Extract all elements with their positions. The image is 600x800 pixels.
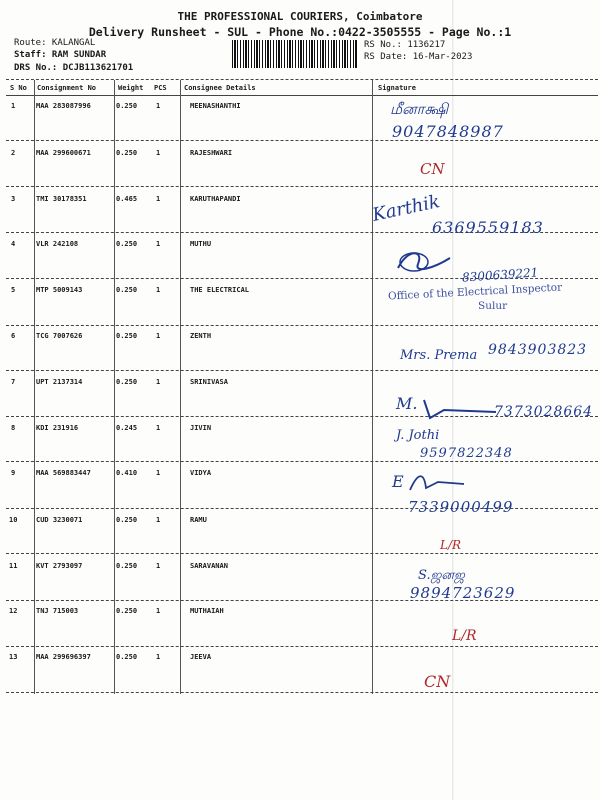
row-sno: 5 (11, 286, 16, 294)
row-pcs: 1 (156, 149, 161, 157)
row-divider (6, 646, 598, 647)
row-weight: 0.410 (116, 469, 138, 477)
row-weight: 0.250 (116, 149, 138, 157)
row-consignee: VIDYA (190, 469, 212, 477)
row-pcs: 1 (156, 562, 161, 570)
row-pcs: 1 (156, 469, 161, 477)
row-weight: 0.250 (116, 516, 138, 524)
row-weight: 0.250 (116, 102, 138, 110)
row-weight: 0.250 (116, 607, 138, 615)
row-weight: 0.250 (116, 240, 138, 248)
table-top-rule (6, 79, 598, 80)
signature-3-phone: 6369559183 (432, 218, 544, 237)
signature-9-stroke (408, 470, 468, 496)
row-consignment: MAA 569883447 (36, 469, 91, 477)
row-consignment: TCG 7007626 (36, 332, 83, 340)
signature-8-phone: 9597822348 (420, 446, 513, 461)
row-consignee: SARAVANAN (190, 562, 228, 570)
col-header-signature: Signature (378, 84, 416, 92)
col-header-consignment: Consignment No (37, 84, 97, 92)
column-divider (34, 80, 35, 694)
signature-10-mark: L/R (440, 538, 462, 552)
signature-7-name: M. (396, 394, 418, 413)
signature-6-name: Mrs. Prema (400, 348, 478, 363)
row-weight: 0.250 (116, 562, 138, 570)
col-header-consignee: Consignee Details (184, 84, 256, 92)
column-divider (114, 80, 115, 694)
row-divider (6, 370, 598, 371)
row-sno: 12 (9, 607, 18, 615)
row-pcs: 1 (156, 516, 161, 524)
signature-7-stroke (420, 396, 500, 420)
row-consignment: KDI 231916 (36, 424, 79, 432)
row-sno: 8 (11, 424, 16, 432)
document-title: THE PROFESSIONAL COURIERS, Coimbatore (177, 10, 423, 23)
row-consignment: MAA 299600671 (36, 149, 91, 157)
signature-1-name: மீனாக்ஷி (390, 100, 449, 118)
office-stamp-line1: Office of the Electrical Inspector (387, 281, 563, 303)
row-sno: 11 (9, 562, 18, 570)
row-pcs: 1 (156, 424, 161, 432)
column-divider (372, 80, 373, 694)
row-pcs: 1 (156, 286, 161, 294)
row-weight: 0.465 (116, 195, 138, 203)
drs-number: DRS No.: DCJB113621701 (14, 63, 134, 73)
row-sno: 6 (11, 332, 16, 340)
row-divider (6, 186, 598, 187)
rs-number: RS No.: 1136217 (364, 40, 446, 50)
row-consignee: JEEVA (190, 653, 212, 661)
row-pcs: 1 (156, 332, 161, 340)
signature-7-phone: 7373028664 (494, 404, 594, 420)
signature-12-mark: L/R (452, 628, 477, 644)
col-header-pcs: PCS (154, 84, 167, 92)
table-header-rule (6, 95, 598, 96)
row-divider (6, 140, 598, 141)
row-sno: 3 (11, 195, 16, 203)
row-pcs: 1 (156, 653, 161, 661)
row-sno: 2 (11, 149, 16, 157)
signature-8-name: J. Jothi (396, 428, 440, 443)
row-consignment: VLR 242108 (36, 240, 79, 248)
signature-2-mark: CN (420, 160, 445, 178)
row-pcs: 1 (156, 102, 161, 110)
row-sno: 1 (11, 102, 16, 110)
row-consignee: MUTHAIAH (190, 607, 224, 615)
col-header-sno: S No (10, 84, 27, 92)
col-header-weight: Weight (118, 84, 144, 92)
row-weight: 0.250 (116, 653, 138, 661)
office-stamp-line2: Sulur (478, 300, 508, 312)
row-pcs: 1 (156, 378, 161, 386)
row-sno: 7 (11, 378, 16, 386)
signature-13-mark: CN (424, 672, 451, 691)
signature-1-phone: 9047848987 (392, 122, 504, 141)
signature-11-name: S.ஜனஜ (418, 568, 465, 583)
row-consignment: MTP 5009143 (36, 286, 83, 294)
barcode (232, 40, 358, 68)
row-weight: 0.245 (116, 424, 138, 432)
row-consignment: UPT 2137314 (36, 378, 83, 386)
column-divider (180, 80, 181, 694)
row-consignment: TMI 30178351 (36, 195, 87, 203)
row-sno: 10 (9, 516, 18, 524)
signature-4-scribble (394, 246, 454, 276)
row-sno: 4 (11, 240, 16, 248)
row-weight: 0.250 (116, 378, 138, 386)
route-label: Route: KALANGAL (14, 38, 96, 48)
row-divider (6, 325, 598, 326)
row-consignee: RAMU (190, 516, 207, 524)
row-sno: 13 (9, 653, 18, 661)
row-consignment: KVT 2793097 (36, 562, 83, 570)
row-consignee: JIVIN (190, 424, 212, 432)
row-divider (6, 461, 598, 462)
row-consignee: ZENTH (190, 332, 212, 340)
row-divider (6, 553, 598, 554)
document-subtitle: Delivery Runsheet - SUL - Phone No.:0422-3505555 - Page No.:1 (88, 25, 512, 39)
signature-9-phone: 7339000499 (408, 498, 514, 516)
row-consignee: RAJESHWARI (190, 149, 233, 157)
row-consignment: MAA 283087996 (36, 102, 91, 110)
signature-9-name: E (392, 472, 404, 491)
row-divider (6, 692, 598, 693)
row-consignee: SRINIVASA (190, 378, 228, 386)
signature-6-phone: 9843903823 (488, 342, 588, 358)
row-consignment: MAA 299696397 (36, 653, 91, 661)
signature-5-phone: 8300639221 (461, 265, 539, 285)
row-weight: 0.250 (116, 286, 138, 294)
staff-label: Staff: RAM SUNDAR (14, 50, 107, 60)
row-pcs: 1 (156, 195, 161, 203)
row-pcs: 1 (156, 607, 161, 615)
row-consignee: MEENASHANTHI (190, 102, 241, 110)
row-sno: 9 (11, 469, 16, 477)
signature-11-phone: 9894723629 (410, 584, 516, 602)
row-consignee: THE ELECTRICAL (190, 286, 250, 294)
row-pcs: 1 (156, 240, 161, 248)
row-consignment: TNJ 715003 (36, 607, 79, 615)
row-consignment: CUD 3230071 (36, 516, 83, 524)
row-consignee: KARUTHAPANDI (190, 195, 241, 203)
signature-3-name: Karthik (370, 191, 442, 226)
row-weight: 0.250 (116, 332, 138, 340)
rs-date: RS Date: 16-Mar-2023 (364, 52, 473, 62)
row-consignee: MUTHU (190, 240, 212, 248)
